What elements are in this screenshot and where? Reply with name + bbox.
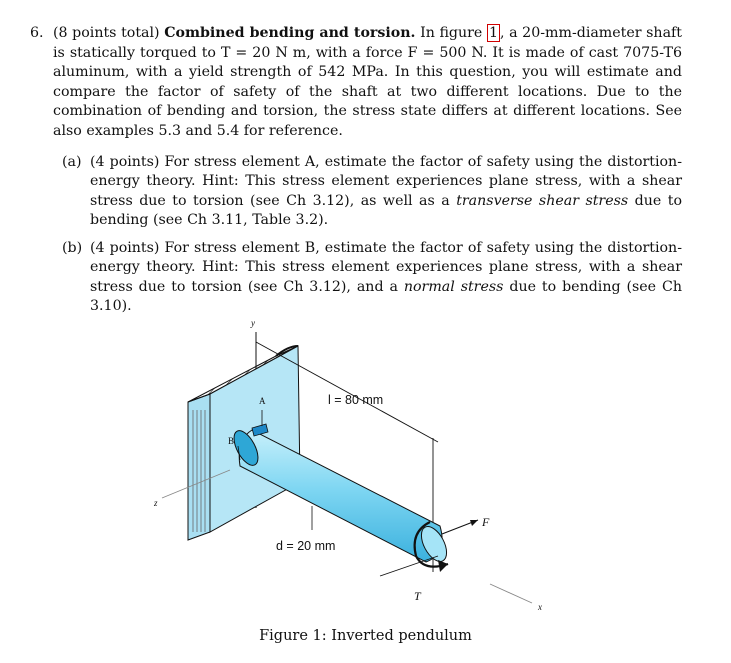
label-a: A [259, 396, 266, 406]
x-axis-line [490, 584, 532, 603]
label-x: x [538, 602, 542, 612]
subpart-a-text-end: due to bending (see Ch 3.11, Table 3.2). [90, 192, 683, 228]
subpart-a-text [90, 153, 682, 230]
problem-title: Combined bending and torsion. [164, 25, 416, 41]
subparts [62, 153, 682, 325]
torque-t-arrowhead [438, 560, 448, 572]
subpart-a [62, 153, 682, 230]
problem-points: (8 points total) [53, 25, 160, 41]
label-length: l = 80 mm [328, 393, 384, 407]
subpart-b-text [90, 239, 682, 316]
problem-statement [53, 24, 682, 141]
subpart-b-text-end: due to bending (see Ch 3.10). [90, 278, 683, 315]
subpart-b-text-main: (4 points) For stress element B, estimate the factor of safety using the distortion-energy theory. Hint: This stress element experiences plane stress, with a shear stress due to torsion (see Ch 3.12), and a [90, 240, 682, 295]
force-f-arrowhead [470, 520, 478, 526]
subpart-b-emphasis: normal stress [403, 278, 504, 295]
figure-reference-link[interactable]: 1 [488, 25, 498, 41]
problem-number: 6. [30, 25, 44, 41]
wall-left-hatch [190, 410, 206, 532]
subpart-b [62, 239, 682, 316]
subpart-b-label: (b) [62, 240, 83, 257]
subpart-a-emphasis: transverse shear stress [456, 192, 629, 209]
label-diameter: d = 20 mm [276, 539, 336, 553]
subpart-a-text-main: (4 points) For stress element A, estimate the factor of safety using the distortion-energy theory. Hint: This stress element experiences plane stress, with a shear stress due to torsion (see Ch 3.12), as well as a [90, 154, 682, 209]
label-z: z [154, 498, 158, 508]
problem-text-after-ref: , a 20-mm-diameter shaft is statically torqued to T = 20 N m, with a force F = 500 N. It is made of cast 7075-T6 aluminum, with a yield strength of 542 MPa. In this question, you will estimate and compare the factor of safety of the shaft at two different locations. Due to the combination of bending and torsion, the stress state differs at different locations. See also examples 5.3 and 5.4 for reference. [53, 25, 682, 139]
shaft-figure [148, 310, 560, 620]
label-b: B [228, 436, 235, 446]
figure-caption: Figure 1: Inverted pendulum [259, 628, 472, 644]
problem-text-before-ref: In figure [420, 25, 483, 41]
label-y: y [251, 318, 255, 328]
label-t: T [414, 589, 421, 603]
problem-6 [30, 24, 682, 141]
subpart-a-label: (a) [62, 154, 82, 170]
label-f: F [482, 515, 490, 529]
